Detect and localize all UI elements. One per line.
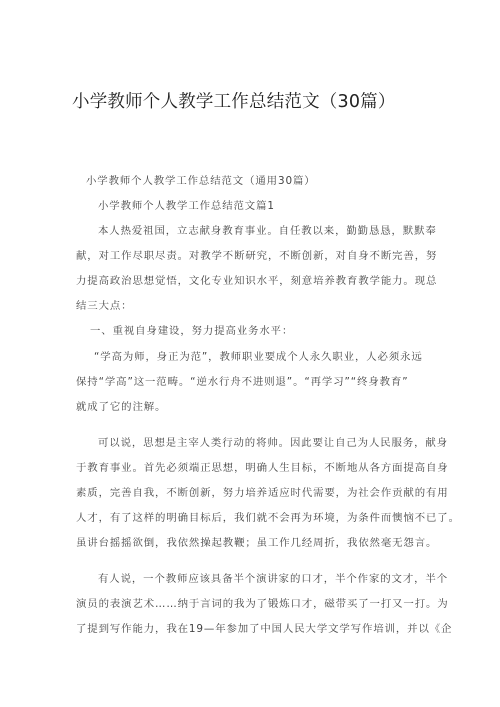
document-title: 小学教师个人教学工作总结范文（30篇） bbox=[72, 92, 396, 112]
body-line: 有人说，一个教师应该具备半个演讲家的口才，半个作家的文才，半个 bbox=[98, 573, 449, 585]
body-line: 献，对工作尽职尽责。对教学不断研究，不断创新，对自身不断完善，努 bbox=[76, 250, 438, 262]
section-heading: 一、重视自身建设，努力提高业务水平： bbox=[90, 325, 294, 337]
body-line: 人才，有了这样的明确目标后，我们就不会再为环境，为条件而懊恼不已了。 bbox=[76, 512, 460, 524]
document-subtitle: 小学教师个人教学工作总结范文（通用30篇） bbox=[86, 175, 316, 187]
body-line: 结三大点： bbox=[76, 300, 133, 312]
body-line: 素质，完善自我，不断创新，努力培养适应时代需要，为社会作贡献的有用 bbox=[76, 487, 449, 499]
body-line: 就成了它的注解。 bbox=[76, 401, 167, 413]
body-line: 了提到写作能力，我在19—年参加了中国人民大学文学写作培训，并以《企 bbox=[76, 623, 453, 635]
body-line: 可以说，思想是主宰人类行动的将帅。因此要让自己为人民服务，献身 bbox=[98, 437, 449, 449]
body-line: 力提高政治思想觉悟，文化专业知识水平，刻意培养教育教学能力。现总 bbox=[76, 275, 438, 287]
body-line: 演员的表演艺术……纳于言词的我为了锻炼口才，磁带买了一打又一打。为 bbox=[76, 598, 449, 610]
body-line: 本人热爱祖国，立志献身教育事业。自任教以来，勤勤恳恳，默默奉 bbox=[98, 225, 437, 237]
body-line: 保持“学高”这一范畴。“逆水行舟不进则退”。“再学习”“终身教育” bbox=[76, 376, 409, 388]
body-line: 虽讲台摇摇欲倒，我依然操起教鞭；虽工作几经周折，我依然毫无怨言。 bbox=[76, 537, 438, 549]
body-line: 于教育事业。首先必须端正思想，明确人生目标，不断地从各方面提高自身 bbox=[76, 462, 449, 474]
article-heading: 小学教师个人教学工作总结范文篇1 bbox=[98, 200, 275, 212]
body-line: “学高为师，身正为范”，教师职业要成个人永久职业，人必须永远 bbox=[94, 351, 423, 363]
